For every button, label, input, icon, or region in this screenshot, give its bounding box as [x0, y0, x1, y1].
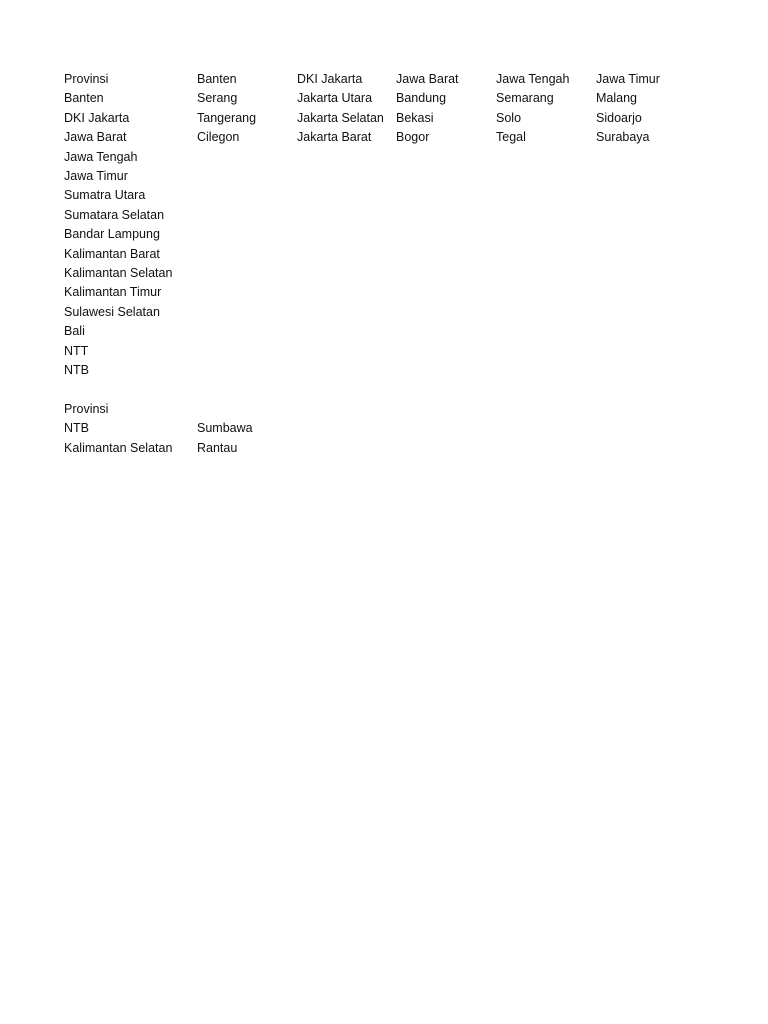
- table-row: [64, 342, 696, 361]
- table-cell[interactable]: [197, 264, 297, 283]
- table-cell[interactable]: [197, 225, 297, 244]
- table-cell[interactable]: [496, 283, 596, 302]
- table-row: [64, 89, 696, 108]
- table-cell[interactable]: [297, 419, 396, 438]
- table-cell[interactable]: Provinsi: [64, 72, 109, 86]
- table-cell[interactable]: Tegal: [496, 130, 526, 145]
- table-cell[interactable]: Jakarta Utara: [297, 91, 373, 106]
- table-cell[interactable]: [297, 264, 396, 283]
- table-cell[interactable]: [396, 361, 496, 380]
- table-cell[interactable]: [596, 361, 696, 380]
- table-cell[interactable]: [496, 186, 596, 205]
- table-cell[interactable]: Provinsi: [64, 401, 109, 416]
- table-row: [64, 400, 696, 419]
- table-cell[interactable]: [496, 245, 596, 264]
- table-cell[interactable]: [496, 264, 596, 283]
- table-cell[interactable]: [496, 167, 596, 186]
- table-cell[interactable]: [596, 419, 696, 438]
- table-cell[interactable]: [396, 381, 496, 400]
- table-cell[interactable]: [197, 400, 297, 419]
- table-cell[interactable]: [297, 148, 396, 167]
- table-row: [64, 439, 696, 458]
- spreadsheet-sheet: [64, 70, 696, 458]
- table-cell[interactable]: [197, 167, 297, 186]
- spreadsheet-table: [64, 70, 696, 458]
- table-cell[interactable]: [496, 322, 596, 341]
- table-cell[interactable]: [396, 439, 496, 458]
- table-cell[interactable]: Bandar Lampung: [64, 227, 160, 242]
- table-cell[interactable]: [396, 245, 496, 264]
- table-row: [64, 303, 696, 322]
- table-cell[interactable]: [396, 342, 496, 361]
- table-row: [64, 322, 696, 341]
- table-cell[interactable]: [496, 439, 596, 458]
- table-cell[interactable]: [596, 225, 696, 244]
- table-cell[interactable]: [496, 361, 596, 380]
- table-row: [64, 109, 696, 128]
- table-cell[interactable]: Jawa Barat: [396, 72, 459, 86]
- table-row: [64, 148, 696, 167]
- table-cell[interactable]: [596, 206, 696, 225]
- table-cell[interactable]: Jakarta Barat: [297, 130, 372, 145]
- table-row: [64, 419, 696, 438]
- table-row: [64, 186, 696, 205]
- table-cell[interactable]: [396, 167, 496, 186]
- table-row: [64, 70, 696, 89]
- table-cell[interactable]: Banten: [197, 72, 237, 86]
- table-row: [64, 381, 696, 400]
- table-cell[interactable]: [496, 206, 596, 225]
- table-cell[interactable]: Semarang: [496, 91, 554, 106]
- table-row: [64, 206, 696, 225]
- table-cell[interactable]: [596, 167, 696, 186]
- table-cell[interactable]: [197, 342, 297, 361]
- table-cell[interactable]: Sidoarjo: [596, 110, 642, 125]
- table-cell[interactable]: [297, 225, 396, 244]
- table-cell[interactable]: [396, 225, 496, 244]
- table-cell[interactable]: Jawa Barat: [64, 130, 127, 145]
- table-cell[interactable]: Banten: [64, 91, 104, 106]
- table-cell[interactable]: Bekasi: [396, 110, 434, 125]
- table-cell[interactable]: [297, 303, 396, 322]
- table-cell[interactable]: NTB: [64, 363, 89, 378]
- table-cell[interactable]: [197, 361, 297, 380]
- table-cell[interactable]: Jakarta Selatan: [297, 110, 384, 125]
- table-row: [64, 264, 696, 283]
- table-cell[interactable]: Surabaya: [596, 130, 650, 145]
- table-cell[interactable]: Sumbawa: [197, 421, 253, 436]
- table-cell[interactable]: [496, 400, 596, 419]
- table-cell[interactable]: [197, 381, 297, 400]
- table-cell[interactable]: [496, 303, 596, 322]
- table-cell[interactable]: Bogor: [396, 130, 430, 145]
- table-cell[interactable]: [596, 186, 696, 205]
- table-cell[interactable]: [197, 303, 297, 322]
- table-cell[interactable]: [596, 400, 696, 419]
- table-cell[interactable]: [64, 381, 197, 400]
- table-cell[interactable]: [396, 206, 496, 225]
- table-cell[interactable]: Sulawesi Selatan: [64, 304, 160, 319]
- table-cell[interactable]: [297, 322, 396, 341]
- table-cell[interactable]: [197, 322, 297, 341]
- table-cell[interactable]: [297, 283, 396, 302]
- table-cell[interactable]: [596, 381, 696, 400]
- table-cell[interactable]: [297, 342, 396, 361]
- table-cell[interactable]: NTB: [64, 421, 89, 436]
- table-cell[interactable]: [197, 186, 297, 205]
- table-cell[interactable]: [396, 419, 496, 438]
- table-cell[interactable]: DKI Jakarta: [297, 72, 363, 86]
- table-cell[interactable]: [596, 245, 696, 264]
- table-cell[interactable]: [396, 303, 496, 322]
- table-cell[interactable]: [396, 186, 496, 205]
- table-cell[interactable]: Kalimantan Timur: [64, 285, 162, 300]
- table-cell[interactable]: [297, 381, 396, 400]
- table-cell[interactable]: NTT: [64, 343, 89, 358]
- table-cell[interactable]: [596, 303, 696, 322]
- table-cell[interactable]: Serang: [197, 91, 238, 106]
- table-cell[interactable]: [496, 381, 596, 400]
- table-cell[interactable]: [297, 167, 396, 186]
- table-cell[interactable]: [297, 245, 396, 264]
- table-cell[interactable]: Sumatara Selatan: [64, 207, 165, 222]
- table-cell[interactable]: Kalimantan Selatan: [64, 440, 173, 455]
- table-cell[interactable]: [197, 148, 297, 167]
- table-cell[interactable]: [596, 439, 696, 458]
- table-cell[interactable]: Tangerang: [197, 110, 257, 125]
- table-cell[interactable]: [496, 148, 596, 167]
- table-cell[interactable]: DKI Jakarta: [64, 110, 130, 125]
- table-row: [64, 225, 696, 244]
- table-cell[interactable]: [396, 283, 496, 302]
- table-cell[interactable]: [197, 283, 297, 302]
- table-cell[interactable]: [396, 322, 496, 341]
- table-cell[interactable]: Jawa Timur: [64, 169, 128, 184]
- table-cell[interactable]: Sumatra Utara: [64, 188, 146, 203]
- table-row: [64, 361, 696, 380]
- table-cell[interactable]: Malang: [596, 91, 637, 106]
- table-cell[interactable]: [596, 148, 696, 167]
- table-cell[interactable]: [297, 206, 396, 225]
- table-cell[interactable]: [297, 361, 396, 380]
- table-cell[interactable]: Solo: [496, 110, 522, 125]
- table-cell[interactable]: Rantau: [197, 440, 238, 455]
- table-row: [64, 128, 696, 147]
- table-cell[interactable]: Bali: [64, 324, 85, 339]
- table-cell[interactable]: [197, 206, 297, 225]
- table-cell[interactable]: [496, 225, 596, 244]
- table-cell[interactable]: Jawa Tengah: [496, 72, 570, 86]
- table-cell[interactable]: [197, 245, 297, 264]
- table-row: [64, 283, 696, 302]
- table-cell[interactable]: Jawa Tengah: [64, 149, 138, 164]
- table-cell[interactable]: [297, 400, 396, 419]
- table-cell[interactable]: [596, 342, 696, 361]
- table-cell[interactable]: [297, 186, 396, 205]
- table-cell[interactable]: Kalimantan Barat: [64, 246, 160, 261]
- table-cell[interactable]: [496, 419, 596, 438]
- table-cell[interactable]: [596, 283, 696, 302]
- table-cell[interactable]: Cilegon: [197, 130, 240, 145]
- table-cell[interactable]: Bandung: [396, 91, 447, 106]
- table-cell[interactable]: [596, 322, 696, 341]
- table-row: [64, 245, 696, 264]
- table-row: [64, 167, 696, 186]
- table-cell[interactable]: Jawa Timur: [596, 72, 660, 86]
- table-cell[interactable]: [396, 264, 496, 283]
- table-cell[interactable]: [396, 148, 496, 167]
- table-cell[interactable]: [396, 400, 496, 419]
- spreadsheet-body: [64, 70, 696, 458]
- table-cell[interactable]: Kalimantan Selatan: [64, 266, 173, 281]
- table-cell[interactable]: [596, 264, 696, 283]
- table-cell[interactable]: [297, 439, 396, 458]
- table-cell[interactable]: [496, 342, 596, 361]
